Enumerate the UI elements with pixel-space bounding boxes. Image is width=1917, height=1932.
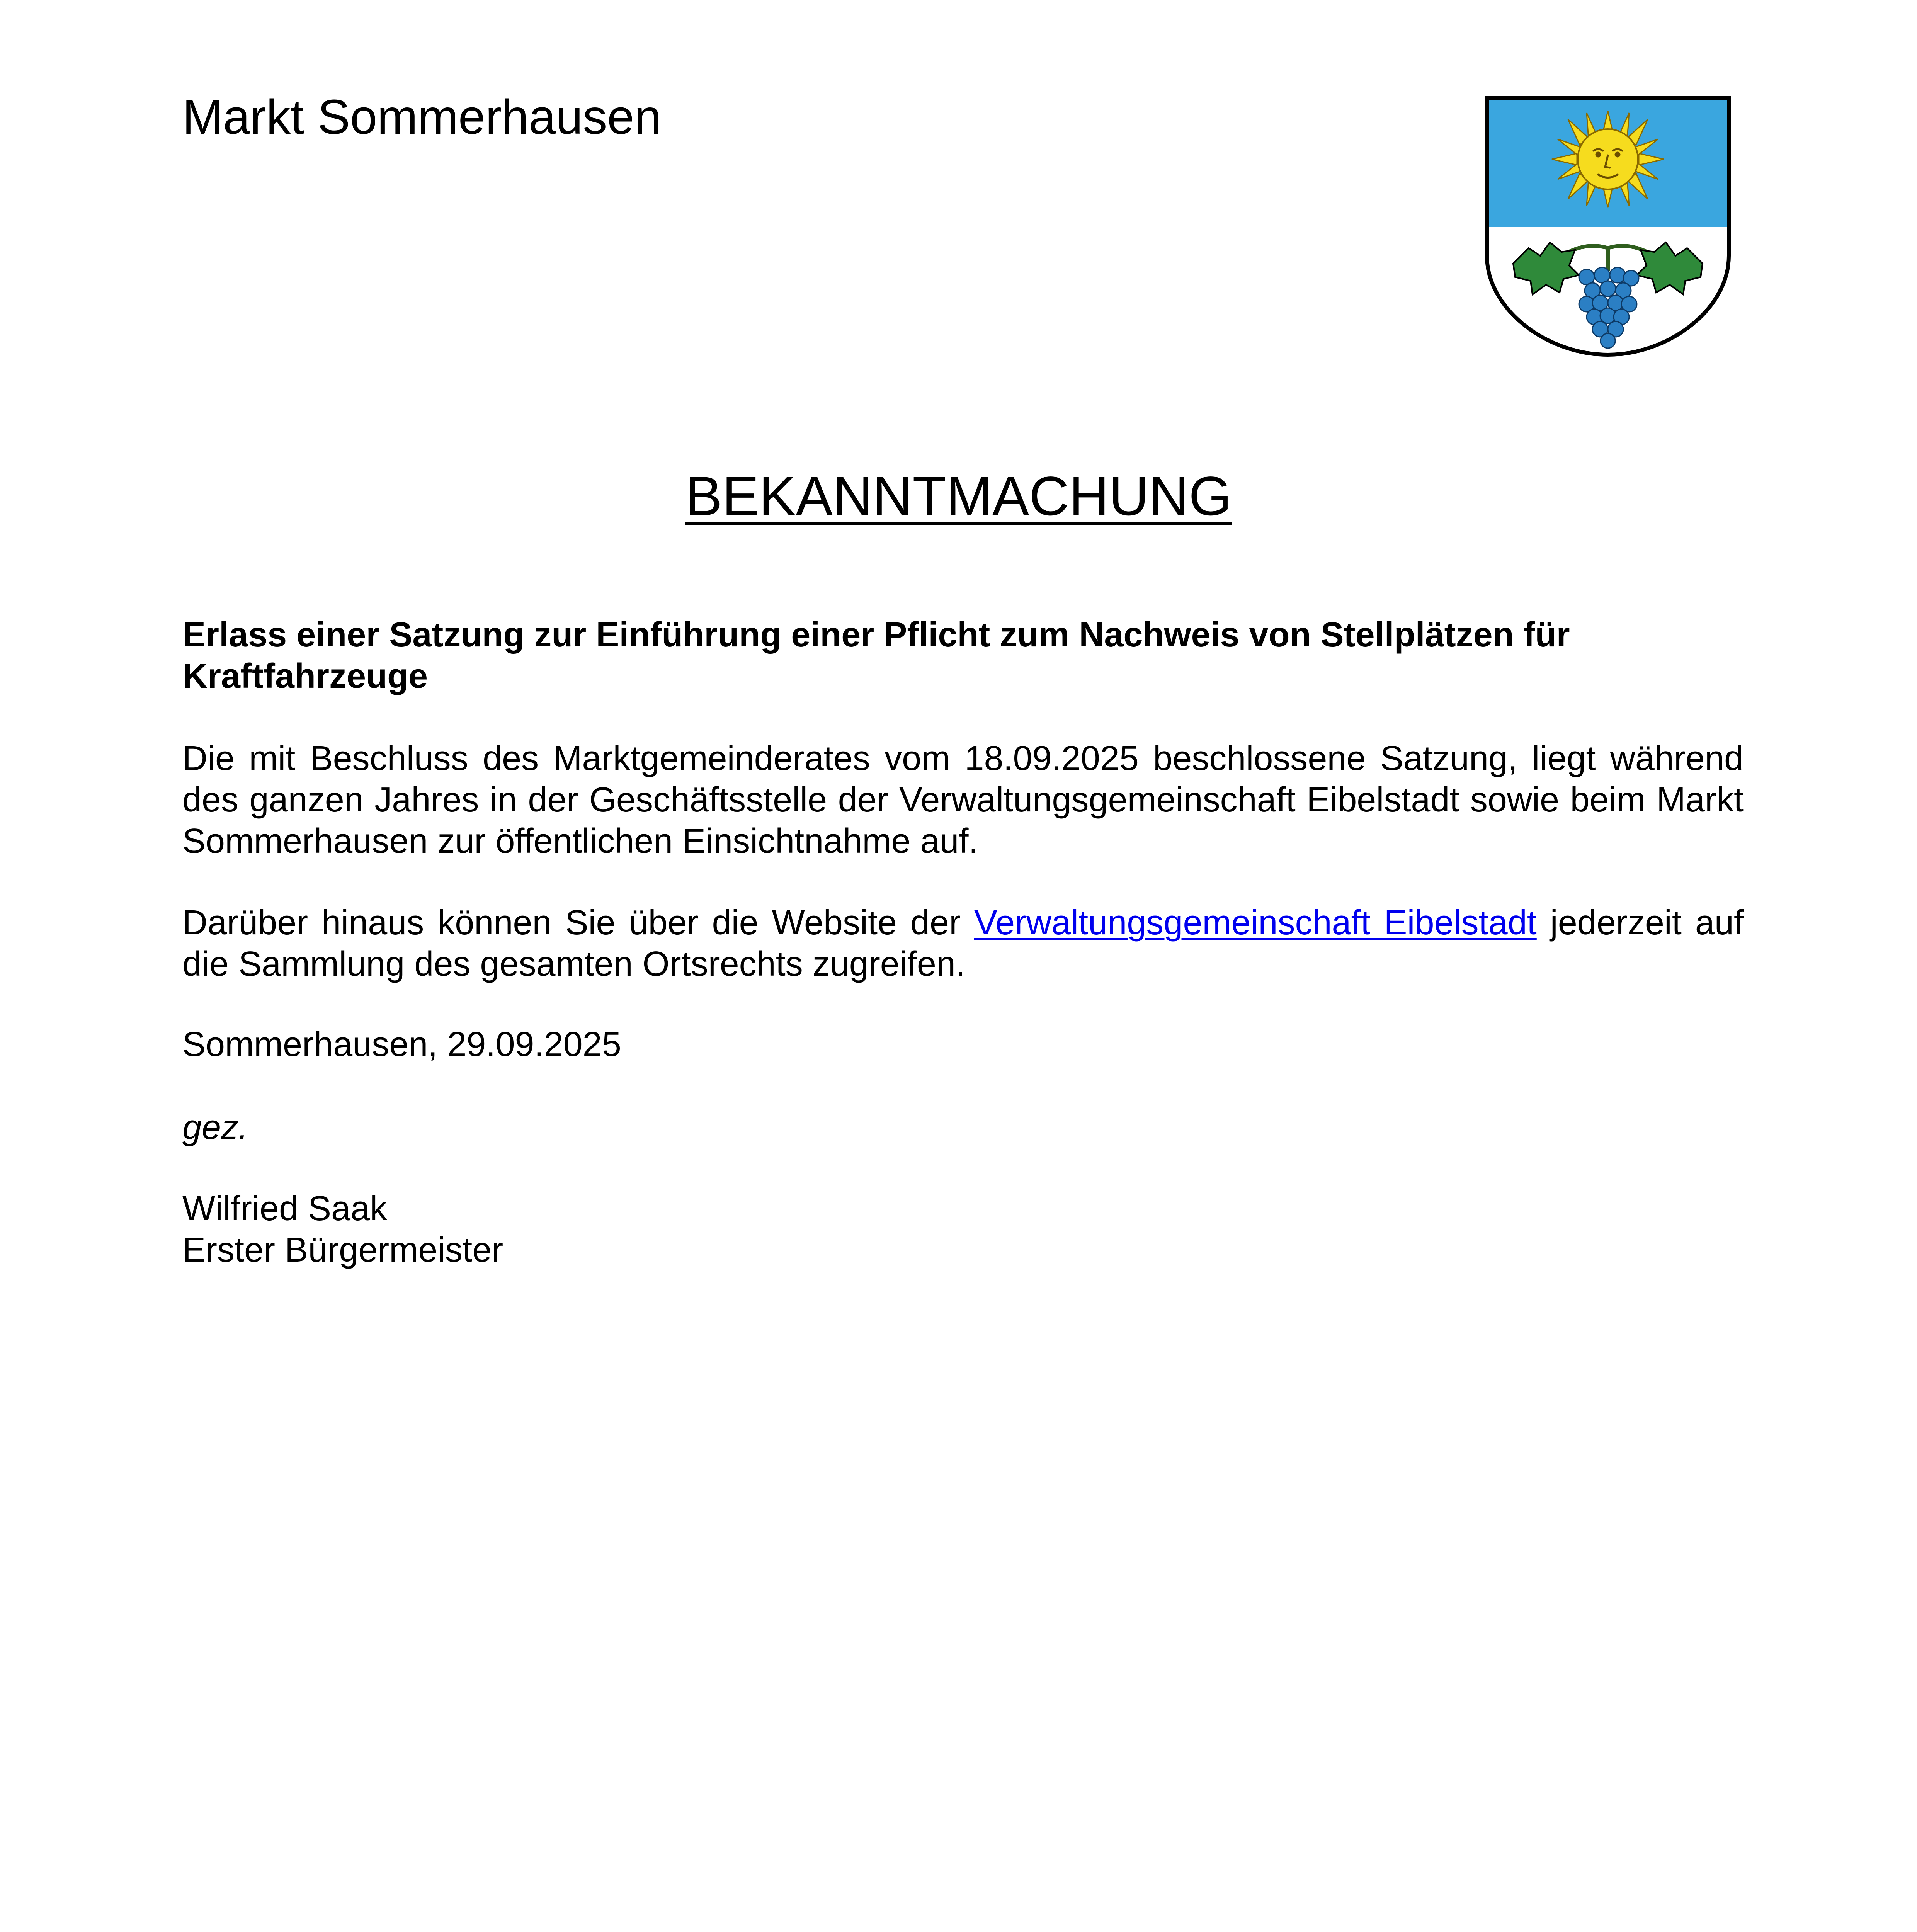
subject-heading: Erlass einer Satzung zur Einführung einer Pflicht zum Nachweis von Stellplätzen für Kraftfahrzeuge bbox=[182, 616, 1570, 696]
paragraph-public-inspection bbox=[182, 738, 1744, 862]
paragraph-line: Sommerhausen zur öffentlichen Einsichtnahme auf. bbox=[182, 822, 978, 861]
municipality-name: Markt Sommerhausen bbox=[182, 90, 662, 144]
paragraph-website-access bbox=[182, 902, 1744, 985]
signer-name: Wilfried Saak bbox=[182, 1189, 388, 1228]
place-and-date: Sommerhausen, 29.09.2025 bbox=[182, 1025, 621, 1064]
paragraph-line: des ganzen Jahres in der Geschäftsstelle der Verwaltungsgemeinschaft Eibelstadt sowie beim Markt bbox=[182, 781, 1744, 819]
signature-block bbox=[182, 1188, 1744, 1271]
paragraph-line: die Sammlung des gesamten Ortsrechts zugreifen. bbox=[182, 945, 965, 983]
document-title-text: BEKANNTMACHUNG bbox=[685, 466, 1232, 527]
text-before-link: Darüber hinaus können Sie über die Website der bbox=[182, 903, 961, 942]
text-after-link: jederzeit auf bbox=[1550, 903, 1744, 942]
signed-marker: gez. bbox=[182, 1108, 248, 1147]
coat-of-arms-sun-grapes-icon bbox=[1482, 94, 1733, 360]
verwaltungsgemeinschaft-link[interactable]: Verwaltungsgemeinschaft Eibelstadt bbox=[974, 903, 1537, 942]
paragraph-line: Die mit Beschluss des Marktgemeinderates vom 18.09.2025 beschlossene Satzung, liegt während bbox=[182, 739, 1744, 778]
signer-role: Erster Bürgermeister bbox=[182, 1231, 503, 1269]
paragraph-line bbox=[182, 902, 1744, 944]
document-title bbox=[0, 464, 1917, 529]
